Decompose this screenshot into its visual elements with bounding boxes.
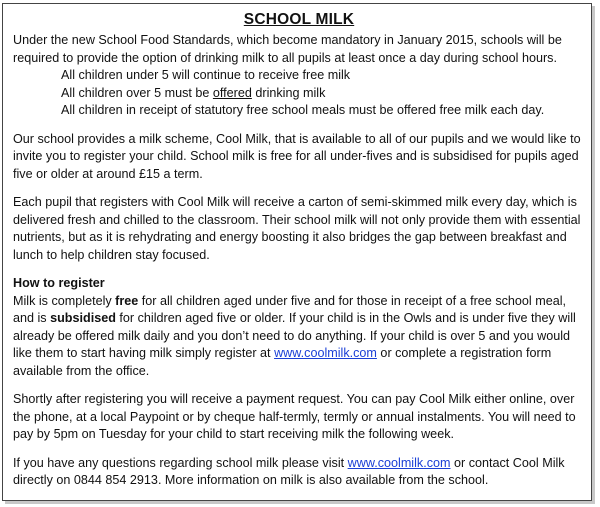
- bullet-free-meals: All children in receipt of statutory free school meals must be offered free milk each day.: [61, 103, 545, 117]
- contact-paragraph: [13, 455, 585, 490]
- notice-box: [2, 3, 592, 501]
- register-heading: How to register: [13, 276, 105, 290]
- register-text-1: Milk is completely: [13, 293, 116, 308]
- bullet-over-five-end: drinking milk: [251, 85, 326, 100]
- free-emphasis: free: [115, 293, 139, 308]
- coolmilk-link-contact[interactable]: www.coolmilk.com: [347, 455, 451, 470]
- coolmilk-link[interactable]: www.coolmilk.com: [274, 346, 377, 360]
- contact-text-2: or contact Cool Milk directly on 0844 854 2913. More information on milk is also available from the school.: [13, 455, 565, 487]
- bullet-under-five: All children under 5 will continue to receive free milk: [61, 68, 351, 82]
- bullet-over-five: [13, 85, 585, 103]
- page-title: SCHOOL MILK: [243, 11, 355, 28]
- contact-text-1: If you have any questions regarding school milk please visit: [13, 455, 348, 470]
- scheme-paragraph: Our school provides a milk scheme, Cool Milk, that is available to all of our pupils and we would like to invite you to register your child. School milk is free for all under-fives and is subsidised for pupils aged five or older at around £15 a term.: [13, 131, 581, 181]
- notice-content: [13, 10, 585, 490]
- subsidised-emphasis: subsidised: [50, 311, 116, 325]
- intro-paragraph: Under the new School Food Standards, which become mandatory in January 2015, schools will be required to provide the option of drinking milk to all pupils at least once a day during school hours.: [13, 33, 562, 65]
- benefits-paragraph: Each pupil that registers with Cool Milk will receive a carton of semi-skimmed milk every day, which is delivered fresh and chilled to the classroom. Their school milk will not only provide them with essential nutrients, but as it is rehydrating and energy boosting it also bridges the gap between breakfast and lunch to help children stay focused.: [13, 195, 581, 262]
- bullet-over-five-text: All children over 5 must be: [61, 85, 213, 100]
- register-text-4: or complete a registration form available from the office.: [13, 346, 552, 378]
- register-paragraph: [13, 293, 585, 381]
- register-text-3: for children aged five or older. If your child is in the Owls and is under five they will already be offered milk daily and you don’t need to do anything. If your child is over 5 and you would like them to start having milk simply register at: [13, 311, 576, 360]
- register-text-2: for all children aged under five and for those in receipt of a free school meal, and is: [13, 293, 567, 325]
- payment-paragraph: Shortly after registering you will receive a payment request. You can pay Cool Milk either online, over the phone, at a local Paypoint or by cheque half-termly, termly or annual instalments. You will need to pay by 5pm on Tuesday for your child to start receiving milk the following week.: [13, 392, 576, 441]
- offered-emphasis: offered: [212, 85, 252, 100]
